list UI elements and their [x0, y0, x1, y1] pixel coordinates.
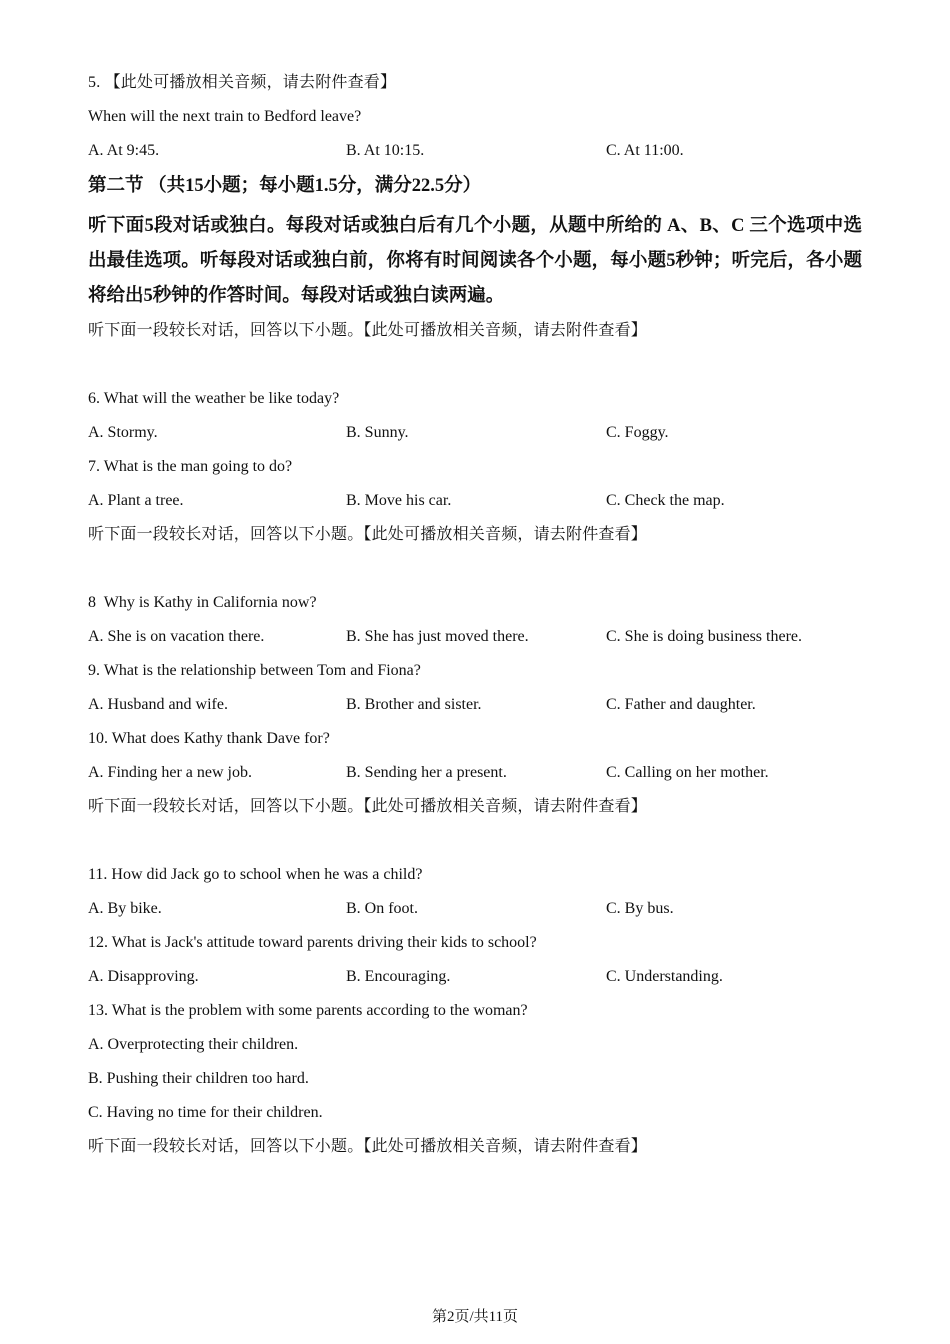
option-a: A. Husband and wife. — [88, 696, 228, 713]
option-a: A. By bike. — [88, 900, 162, 917]
options-row — [88, 140, 862, 162]
option-c: C. Understanding. — [606, 968, 723, 985]
option-a: A. Finding her a new job. — [88, 764, 252, 781]
blank-line — [88, 558, 862, 592]
options-row — [88, 490, 862, 512]
option-b: B. On foot. — [346, 900, 418, 917]
question-text: 9. What is the relationship between Tom and Fiona? — [88, 662, 421, 679]
option-a: A. At 9:45. — [88, 142, 160, 159]
options-row — [88, 422, 862, 444]
options-row — [88, 626, 862, 648]
option-c: C. At 11:00. — [606, 142, 684, 159]
options-row — [88, 762, 862, 784]
dialogue-audio-instruction: 听下面一段较长对话，回答以下小题。【此处可播放相关音频，请去附件查看】 — [88, 798, 648, 815]
option-line-b: B. Pushing their children too hard. — [88, 1070, 309, 1087]
question-text: 11. How did Jack go to school when he was a child? — [88, 866, 423, 883]
option-c: C. Check the map. — [606, 492, 725, 509]
option-c: C. She is doing business there. — [606, 628, 802, 645]
option-line-c: C. Having no time for their children. — [88, 1104, 323, 1121]
option-c: C. Foggy. — [606, 424, 669, 441]
option-b: B. She has just moved there. — [346, 628, 529, 645]
option-a: A. She is on vacation there. — [88, 628, 265, 645]
question-text: 12. What is Jack's attitude toward parents driving their kids to school? — [88, 934, 537, 951]
audio-placeholder-line: 5. 【此处可播放相关音频，请去附件查看】 — [88, 74, 397, 91]
option-a: A. Disapproving. — [88, 968, 199, 985]
option-c: C. Father and daughter. — [606, 696, 756, 713]
question-text: 8 Why is Kathy in California now? — [88, 594, 317, 611]
dialogue-audio-instruction: 听下面一段较长对话，回答以下小题。【此处可播放相关音频，请去附件查看】 — [88, 1138, 648, 1155]
page-number-footer: 第2页/共11页 — [431, 1309, 519, 1325]
question-text: 7. What is the man going to do? — [88, 458, 293, 475]
options-row — [88, 966, 862, 988]
option-a: A. Stormy. — [88, 424, 158, 441]
options-row — [88, 898, 862, 920]
option-b: B. Encouraging. — [346, 968, 451, 985]
options-row — [88, 694, 862, 716]
option-b: B. Move his car. — [346, 492, 452, 509]
blank-line — [88, 354, 862, 388]
option-line-a: A. Overprotecting their children. — [88, 1036, 299, 1053]
question-text: When will the next train to Bedford leave? — [88, 108, 362, 125]
option-b: B. At 10:15. — [346, 142, 425, 159]
question-text: 6. What will the weather be like today? — [88, 390, 340, 407]
dialogue-audio-instruction: 听下面一段较长对话，回答以下小题。【此处可播放相关音频，请去附件查看】 — [88, 526, 648, 543]
option-c: C. Calling on her mother. — [606, 764, 769, 781]
document-body — [88, 72, 862, 1158]
option-b: B. Sending her a present. — [346, 764, 507, 781]
section-instructions: 听下面5段对话或独白。每段对话或独白后有几个小题，从题中所给的 A、B、C 三个选项中选出最佳选项。听每段对话或独白前，你将有时间阅读各个小题，每小题5秒钟；听完后，各小题将给出5秒钟的作答时间。每段对话或独白读两遍。 — [88, 216, 862, 306]
section-header: 第二节 （共15小题；每小题1.5分，满分22.5分） — [88, 176, 482, 196]
option-c: C. By bus. — [606, 900, 674, 917]
dialogue-audio-instruction: 听下面一段较长对话，回答以下小题。【此处可播放相关音频，请去附件查看】 — [88, 322, 648, 339]
option-b: B. Brother and sister. — [346, 696, 482, 713]
blank-line — [88, 830, 862, 864]
option-b: B. Sunny. — [346, 424, 409, 441]
question-text: 13. What is the problem with some parents according to the woman? — [88, 1002, 528, 1019]
option-a: A. Plant a tree. — [88, 492, 184, 509]
question-text: 10. What does Kathy thank Dave for? — [88, 730, 330, 747]
